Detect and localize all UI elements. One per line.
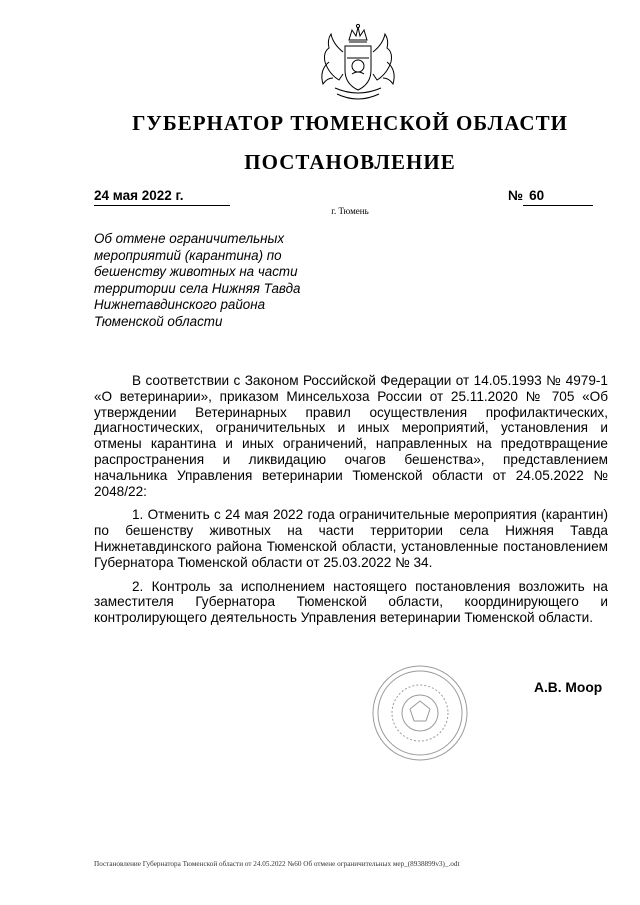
document-date: 24 мая 2022 г. (94, 188, 230, 206)
clause-2: 2. Контроль за исполнением настоящего постановления возложить на заместителя Губернатора Тюменской области, координирующего и контролирующего деятельность Управления ветеринарии Тюменской области. (94, 578, 608, 626)
city: г. Тюмень (331, 206, 369, 216)
number-value: 60 (523, 188, 593, 206)
clause-1: 1. Отменить с 24 мая 2022 года ограничительные мероприятия (карантин) по бешенству животных на части территории села Нижняя Тавда Нижнетавдинского района Тюменской области, установленные постановлением Губернатора Тюменской области от 25.03.2022 № 34. (94, 507, 608, 570)
footer-filename: Постановление Губернатора Тюменской области от 24.05.2022 №60 Об отмене ограничительных мер_(8938899v3)_.odt (94, 860, 460, 868)
document-subject: Об отмене ограничительных мероприятий (карантина) по бешенству животных на части территории села Нижняя Тавда Нижнетавдинского района Тюменской области (94, 231, 301, 329)
governor-title: ГУБЕРНАТОР ТЮМЕНСКОЙ ОБЛАСТИ (132, 111, 568, 135)
document-body (94, 373, 608, 634)
number-sign: № (508, 188, 524, 203)
coat-of-arms-icon (309, 22, 407, 108)
official-seal-stamp (370, 663, 470, 763)
document-type: ПОСТАНОВЛЕНИЕ (244, 150, 456, 174)
preamble-paragraph: В соответствии с Законом Российской Федерации от 14.05.1993 № 4979-1 «О ветеринарии», приказом Минсельхоза России от 25.11.2020 № 705 «Об утверждении Ветеринарных правил осуществления профилактических, диагностических, ограничительных и иных мероприятий, установления и отмены карантина и иных ограничений, направленных на предотвращение распространения и ликвидацию очагов бешенства», представлением начальника Управления ветеринарии Тюменской области от 24.05.2022 № 2048/22: (94, 373, 608, 499)
signer-name: А.В. Моор (534, 680, 603, 695)
document-number (508, 188, 593, 206)
